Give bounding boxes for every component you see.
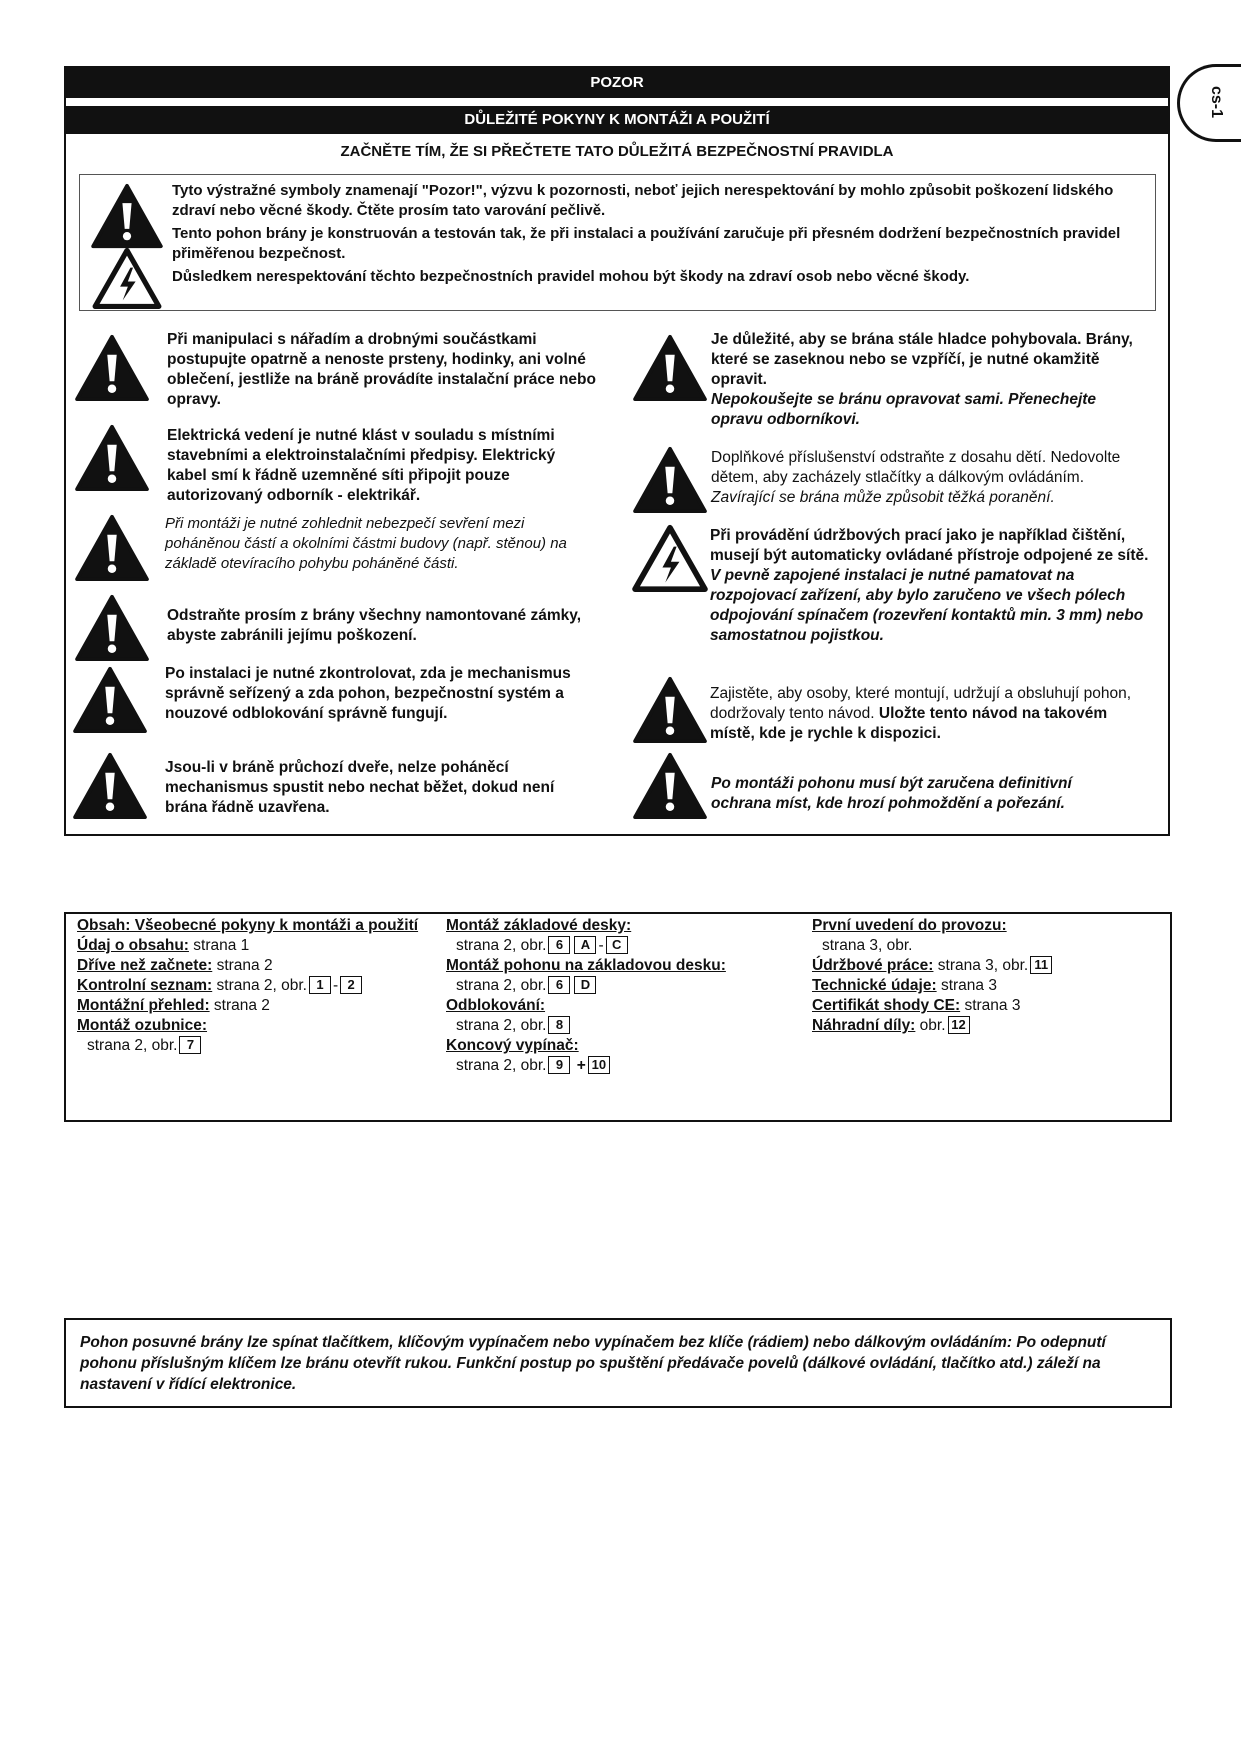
toc-value: strana 3: [964, 997, 1021, 1014]
warning-text-check: Po instalaci je nutné zkontrolovat, zda je mechanismus správně seřízený a zda pohon, bezpečnostní systém a nouzové odblokování správně fungují.: [165, 665, 571, 722]
warning-text-electrical: Elektrická vedení je nutné klást v souladu s místními stavebními a elektroinstalačními předpisy. Elektrický kabel smí k řádně uzemněné síti připojit pouze autorizovaný odborník - elektrikář.: [167, 427, 556, 504]
page-tab: [1177, 64, 1241, 142]
toc-label: Údržbové práce:: [812, 957, 934, 974]
page-number: cs-1: [1208, 85, 1226, 119]
toc-label: Údaj o obsahu:: [77, 937, 189, 954]
toc-label: Koncový vypínač:: [446, 1037, 579, 1054]
intro-box: [79, 174, 1156, 311]
figure-ref-box: 1: [309, 976, 331, 994]
exclamation-warning-icon: [72, 752, 148, 820]
toc-value: strana 3, obr.: [822, 937, 913, 954]
warning-text-smooth-movement-main: Je důležité, aby se brána stále hladce pohybovala. Brány, které se zaseknou nebo se vzpříčí, je nutné okamžitě opravit.: [711, 331, 1133, 388]
high-voltage-warning-icon: [632, 524, 708, 592]
warning-text-pinching: Při montáži je nutné zohlednit nebezpečí sevření mezi poháněnou částí a okolními částmi budovy (např. stěnou) na základě otevíracího pohybu poháněné části.: [165, 515, 567, 572]
toc-label: Technické údaje:: [812, 977, 937, 994]
toc-column-1: [77, 916, 418, 1056]
operation-note: Pohon posuvné brány lze spínat tlačítkem, klíčovým vypínačem nebo vypínačem bez klíče (rádiem) nebo dálkovým ovládáním: Po odepnutí pohonu příslušným klíčem lze bránu otevřít rukou. Funkční postup po spuštění předávače povelů (dálkové ovládání, tlačítko atd.) záleží na nastavení v řídící elektronice.: [64, 1318, 1172, 1408]
toc-label: Dříve než začnete:: [77, 957, 213, 974]
figure-ref-box: 9: [548, 1056, 570, 1074]
warning-text-pass-door: Jsou-li v bráně průchozí dveře, nelze poháněcí mechanismus spustit nebo nechat běžet, dokud není brána řádně uzavřena.: [165, 759, 555, 816]
toc-value: strana 2, obr.: [456, 1017, 547, 1034]
warning-text-maintenance: [710, 526, 1162, 646]
intro-paragraph-3: Důsledkem nerespektování těchto bezpečnostních pravidel mohou být škody na zdraví osob nebo věcné škody.: [172, 268, 970, 285]
exclamation-warning-icon: [74, 594, 150, 662]
toc-column-3: [812, 916, 1054, 1036]
warning-text-children: [711, 448, 1151, 508]
figure-ref-box: 6: [548, 936, 570, 954]
warning-text-tools: Při manipulaci s nářadím a drobnými součástkami postupujte opatrně a nenoste prsteny, hodinky, ani volné oblečení, jestliže na bráně provádíte instalační práce nebo opravy.: [167, 331, 596, 408]
exclamation-warning-icon: [632, 446, 708, 514]
toc-separator: -: [598, 937, 604, 954]
table-of-contents: [64, 912, 1172, 1122]
toc-value: strana 2, obr.: [87, 1037, 178, 1054]
warning-text-children-main: Doplňkové příslušenství odstraňte z dosahu dětí. Nedovolte dětem, aby zacházely stlačítky a dálkovým ovládáním.: [711, 449, 1121, 486]
toc-title: Obsah: Všeobecné pokyny k montáži a použití: [77, 917, 419, 934]
figure-ref-box: D: [574, 976, 596, 994]
toc-value: strana 3: [940, 977, 997, 994]
toc-label: Odblokování:: [446, 997, 546, 1014]
figure-ref-box: 7: [179, 1036, 201, 1054]
toc-value: strana 2: [213, 997, 270, 1014]
figure-ref-box: 11: [1030, 956, 1052, 974]
toc-value: obr.: [919, 1017, 946, 1034]
toc-label: Montáž pohonu na základovou desku:: [446, 957, 726, 974]
warning-text-manual-main: Zajistěte, aby osoby, které montují, udržují a obsluhují pohon, dodržovaly tento návod.: [710, 685, 1132, 722]
warning-text-smooth-movement-note: Nepokoušejte se bránu opravovat sami. Přenechejte opravu odborníkovi.: [711, 391, 1097, 428]
intro-paragraph-1: Tyto výstražné symboly znamenají "Pozor!", výzvu k pozornosti, neboť jejich nerespektování by mohlo způsobit poškození lidského zdraví nebo věcné škody. Čtěte prosím tato varování pečlivě.: [172, 182, 1114, 219]
exclamation-warning-icon: [74, 424, 150, 492]
warning-text-manual: [710, 684, 1150, 744]
toc-column-2: [446, 916, 726, 1076]
figure-ref-box: 8: [548, 1016, 570, 1034]
toc-label: První uvedení do provozu:: [812, 917, 1007, 934]
figure-ref-box: 2: [340, 976, 362, 994]
toc-value: strana 2, obr.: [456, 1057, 547, 1074]
exclamation-warning-icon: [74, 514, 150, 582]
figure-ref-box: 12: [948, 1016, 970, 1034]
toc-label: Kontrolní seznam:: [77, 977, 213, 994]
high-voltage-warning-icon: [90, 247, 164, 309]
toc-label: Montáž ozubnice:: [77, 1017, 208, 1034]
toc-label: Certifikát shody CE:: [812, 997, 961, 1014]
warning-text-locks: Odstraňte prosím z brány všechny namontované zámky, abyste zabránili jejímu poškození.: [167, 607, 582, 644]
exclamation-warning-icon: [72, 666, 148, 734]
warning-text-crush-protection: Po montáži pohonu musí být zaručena definitivní ochrana míst, kde hrozí pohmoždění a pořezání.: [711, 775, 1072, 812]
toc-value: strana 1: [193, 937, 250, 954]
warning-text-smooth-movement: [711, 330, 1151, 430]
toc-value: strana 2: [216, 957, 273, 974]
exclamation-warning-icon: [90, 183, 164, 249]
header-bar-instructions: DŮLEŽITÉ POKYNY K MONTÁŽI A POUŽITÍ: [66, 106, 1168, 134]
figure-ref-box: 6: [548, 976, 570, 994]
toc-label: Montážní přehled:: [77, 997, 210, 1014]
header-bar-pozor: POZOR: [66, 68, 1168, 98]
warning-text-children-note: Zavírající se brána může způsobit těžká poranění.: [711, 489, 1055, 506]
toc-value: strana 3, obr.: [937, 957, 1029, 974]
warning-text-maintenance-note: V pevně zapojené instalaci je nutné pamatovat na rozpojovací zařízení, aby bylo zaručeno ve všech pólech odpojování spínačem (rozevření kontaktů min. 3 mm) nebo samostatnou pojistkou.: [710, 567, 1144, 644]
toc-value: strana 2, obr.: [456, 977, 547, 994]
figure-ref-box: 10: [588, 1056, 610, 1074]
exclamation-warning-icon: [74, 334, 150, 402]
intro-paragraph-2: Tento pohon brány je konstruován a testován tak, že při instalaci a používání zaručuje při přesném dodržení bezpečnostních pravidel přiměřenou bezpečnost.: [172, 225, 1121, 262]
section-subtitle: ZAČNĚTE TÍM, ŽE SI PŘEČTETE TATO DŮLEŽITÁ BEZPEČNOSTNÍ PRAVIDLA: [340, 143, 894, 160]
toc-separator: +: [576, 1057, 586, 1074]
toc-label: Náhradní díly:: [812, 1017, 916, 1034]
exclamation-warning-icon: [632, 676, 708, 744]
figure-ref-box: A: [574, 936, 596, 954]
toc-label: Montáž základové desky:: [446, 917, 632, 934]
warning-text-manual-note: Uložte tento návod na takovém místě, kde je rychle k dispozici.: [710, 705, 1108, 742]
warning-text-maintenance-main: Při provádění údržbových prací jako je například čištění, musejí být automaticky ovládané přístroje odpojené ze sítě.: [710, 527, 1149, 564]
toc-value: strana 2, obr.: [216, 977, 307, 994]
toc-separator: -: [333, 977, 339, 994]
safety-section: [64, 66, 1170, 836]
toc-value: strana 2, obr.: [456, 937, 547, 954]
exclamation-warning-icon: [632, 334, 708, 402]
figure-ref-box: C: [606, 936, 628, 954]
exclamation-warning-icon: [632, 752, 708, 820]
